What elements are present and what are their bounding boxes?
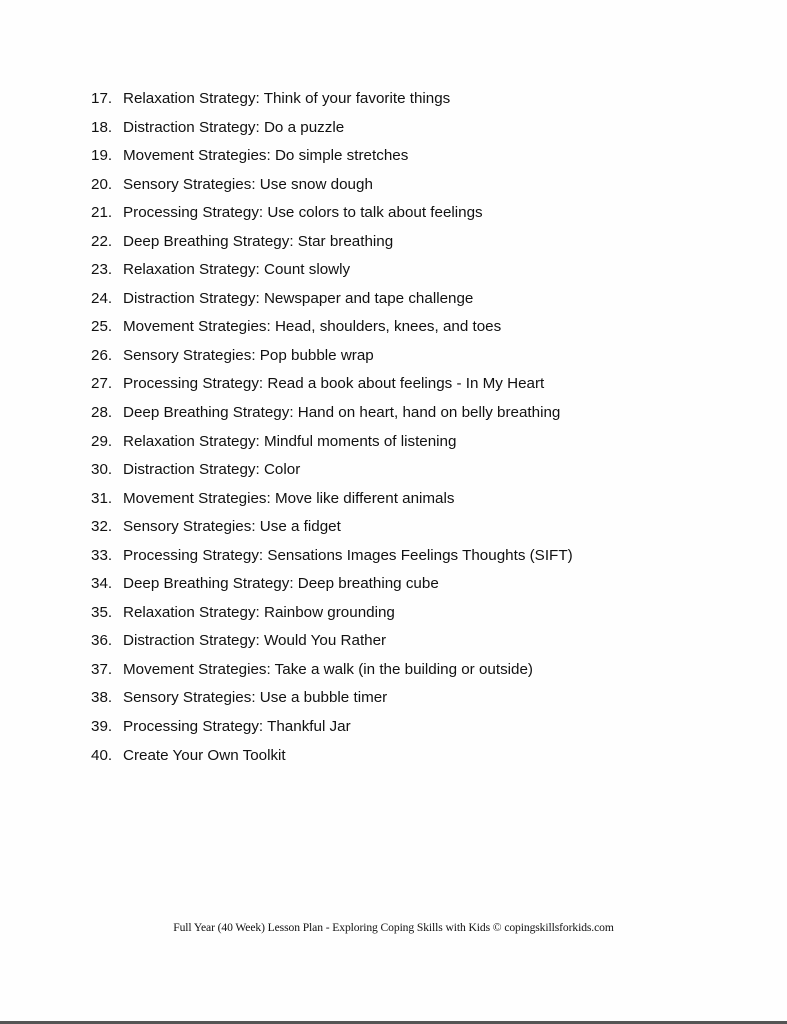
list-item [91, 373, 573, 402]
list-item-text: Relaxation Strategy: Rainbow grounding [123, 603, 395, 621]
list-item-text: Deep Breathing Strategy: Deep breathing cube [123, 575, 439, 593]
list-item-text: Sensory Strategies: Pop bubble wrap [123, 346, 374, 364]
list-item-number: 21. [91, 204, 113, 222]
list-item-number: 33. [91, 546, 113, 564]
list-item [91, 545, 573, 574]
list-item [91, 602, 573, 631]
list-item-number: 40. [91, 746, 113, 764]
list-item [91, 716, 573, 745]
list-item [91, 316, 573, 345]
list-item-number: 18. [91, 118, 113, 136]
list-item [91, 202, 573, 231]
list-item-text: Processing Strategy: Read a book about feelings - In My Heart [123, 375, 545, 393]
list-item-text: Processing Strategy: Sensations Images Feelings Thoughts (SIFT) [123, 546, 573, 564]
list-item-text: Distraction Strategy: Color [123, 461, 301, 479]
list-item-number: 19. [91, 147, 113, 165]
list-item [91, 88, 573, 117]
list-item [91, 745, 573, 774]
list-item-number: 25. [91, 318, 113, 336]
list-item [91, 630, 573, 659]
list-item-number: 26. [91, 346, 113, 364]
list-item [91, 345, 573, 374]
list-item-text: Relaxation Strategy: Mindful moments of listening [123, 432, 457, 450]
list-item-number: 38. [91, 689, 113, 707]
list-item [91, 288, 573, 317]
list-item-text: Movement Strategies: Take a walk (in the building or outside) [123, 660, 533, 678]
list-item [91, 231, 573, 260]
list-item-number: 37. [91, 660, 113, 678]
list-item [91, 402, 573, 431]
list-item-text: Distraction Strategy: Do a puzzle [123, 118, 345, 136]
list-item-text: Deep Breathing Strategy: Hand on heart, hand on belly breathing [123, 404, 561, 422]
list-item-number: 17. [91, 90, 113, 107]
list-item [91, 488, 573, 517]
list-item-number: 35. [91, 603, 113, 621]
list-item-text: Sensory Strategies: Use a bubble timer [123, 689, 388, 707]
list-item-number: 30. [91, 461, 113, 479]
list-item-text: Processing Strategy: Thankful Jar [123, 718, 351, 736]
list-item-text: Movement Strategies: Move like different animals [123, 489, 455, 507]
lesson-list [91, 88, 573, 773]
list-item-text: Movement Strategies: Head, shoulders, knees, and toes [123, 318, 502, 336]
list-item-text: Relaxation Strategy: Count slowly [123, 261, 351, 279]
list-item [91, 174, 573, 203]
list-item [91, 573, 573, 602]
list-item-number: 24. [91, 289, 113, 307]
list-item-text: Processing Strategy: Use colors to talk about feelings [123, 204, 483, 222]
list-item-text: Distraction Strategy: Would You Rather [123, 632, 387, 650]
list-item [91, 516, 573, 545]
list-item-number: 39. [91, 718, 113, 736]
list-item-text: Deep Breathing Strategy: Star breathing [123, 232, 394, 250]
list-item-number: 22. [91, 232, 113, 250]
list-item [91, 431, 573, 460]
list-item-text: Movement Strategies: Do simple stretches [123, 147, 409, 165]
list-item-number: 32. [91, 518, 113, 536]
list-item-text: Sensory Strategies: Use snow dough [123, 175, 373, 193]
list-item-text: Relaxation Strategy: Think of your favorite things [123, 90, 451, 107]
list-item-number: 23. [91, 261, 113, 279]
list-item-number: 31. [91, 489, 113, 507]
list-item [91, 659, 573, 688]
list-item [91, 145, 573, 174]
list-item-number: 36. [91, 632, 113, 650]
list-item-text: Create Your Own Toolkit [123, 746, 286, 764]
page-footer: Full Year (40 Week) Lesson Plan - Exploring Coping Skills with Kids © copingskillsforkids.com [173, 921, 614, 934]
list-item [91, 117, 573, 146]
list-item-number: 28. [91, 404, 113, 422]
list-item-number: 20. [91, 175, 113, 193]
list-item-number: 34. [91, 575, 113, 593]
list-item [91, 459, 573, 488]
list-item-text: Sensory Strategies: Use a fidget [123, 518, 341, 536]
list-item-number: 29. [91, 432, 113, 450]
list-item-text: Distraction Strategy: Newspaper and tape challenge [123, 289, 474, 307]
list-item [91, 687, 573, 716]
list-item [91, 259, 573, 288]
list-item-number: 27. [91, 375, 113, 393]
